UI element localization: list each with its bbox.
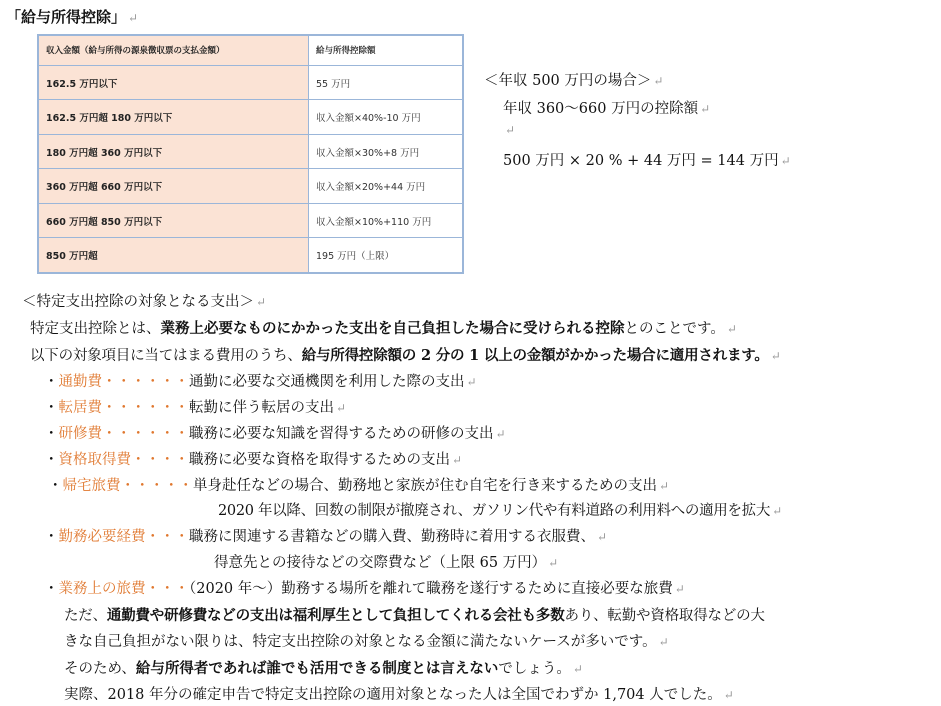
paragraph-note: ただ、通勤費や研修費などの支出は福利厚生として負担してくれる会社も多数あり、転勤や資格取得などの大 bbox=[64, 607, 765, 624]
return-mark-icon: ↵ bbox=[597, 530, 608, 544]
deduction-amount-cell: 55 万円 bbox=[309, 65, 463, 100]
return-mark-icon: ↵ bbox=[772, 504, 782, 518]
income-range-cell: 360 万円超 660 万円以下 bbox=[39, 169, 309, 204]
list-item: ・業務上の旅費・・・（2020 年～）勤務する場所を離れて職務を遂行するために直接必要な旅費 ↵ bbox=[44, 581, 685, 597]
table-row bbox=[39, 203, 463, 238]
paragraph-definition: 特定支出控除とは、業務上必要なものにかかった支出を自己負担した場合に受けられる控除とのことです。 ↵ bbox=[30, 320, 737, 337]
return-mark-icon: ↵ bbox=[700, 102, 711, 116]
deduction-amount-cell: 収入金額×40%-10 万円 bbox=[309, 100, 463, 135]
return-mark-icon: ↵ bbox=[726, 322, 737, 336]
return-mark-icon: ↵ bbox=[572, 662, 583, 676]
list-item: ・帰宅旅費・・・・・単身赴任などの場合、勤務地と家族が住む自宅を行き来するための支出 ↵ bbox=[48, 478, 670, 494]
return-mark-icon: ↵ bbox=[128, 11, 139, 25]
list-item: ・勤務必要経費・・・職務に関連する書籍などの購入費、勤務時に着用する衣服費、 ↵ bbox=[44, 529, 608, 545]
return-mark-icon: ↵ bbox=[505, 123, 516, 137]
deduction-table bbox=[37, 34, 464, 274]
example-formula: 500 万円 × 20 % + 44 万円 = 144 万円 ↵ bbox=[503, 153, 791, 169]
table-header-cell: 収入金額（給与所得の源泉徴収票の支払金額） bbox=[39, 36, 309, 66]
deduction-amount-cell: 195 万円（上限） bbox=[309, 238, 463, 273]
document-title: 「給与所得控除」 ↵ bbox=[6, 8, 139, 26]
return-mark-icon: ↵ bbox=[548, 556, 559, 570]
return-mark-icon: ↵ bbox=[659, 479, 670, 493]
return-mark-icon: ↵ bbox=[452, 453, 463, 467]
example-heading: ＜年収 500 万円の場合＞ ↵ bbox=[484, 73, 664, 89]
return-mark-icon: ↵ bbox=[674, 582, 685, 596]
return-mark-icon: ↵ bbox=[723, 688, 734, 702]
table-header-cell: 給与所得控除額 bbox=[309, 36, 463, 66]
table-row bbox=[39, 238, 463, 273]
deduction-amount-cell: 収入金額×20%+44 万円 bbox=[309, 169, 463, 204]
paragraph-condition: 以下の対象項目に当てはまる費用のうち、給与所得控除額の 2 分の 1 以上の金額がかかった場合に適用されます。 ↵ bbox=[30, 347, 781, 364]
return-mark-icon: ↵ bbox=[495, 427, 506, 441]
example-line: 年収 360～660 万円の控除額 ↵ bbox=[503, 101, 711, 117]
return-mark-icon: ↵ bbox=[256, 295, 267, 309]
return-mark-icon: ↵ bbox=[780, 154, 791, 168]
list-item: ・研修費・・・・・・職務に必要な知識を習得するための研修の支出 ↵ bbox=[44, 426, 506, 442]
income-range-cell: 180 万円超 360 万円以下 bbox=[39, 134, 309, 169]
section-title: ＜特定支出控除の対象となる支出＞ ↵ bbox=[22, 294, 267, 310]
table-row bbox=[39, 169, 463, 204]
table-header-row bbox=[39, 36, 463, 66]
return-mark-icon: ↵ bbox=[770, 349, 781, 363]
list-item: ・通勤費・・・・・・通勤に必要な交通機関を利用した際の支出 ↵ bbox=[44, 374, 477, 390]
deduction-amount-cell: 収入金額×10%+110 万円 bbox=[309, 203, 463, 238]
income-range-cell: 850 万円超 bbox=[39, 238, 309, 273]
table-row bbox=[39, 65, 463, 100]
return-mark-icon: ↵ bbox=[653, 74, 664, 88]
list-item-continuation: 2020 年以降、回数の制限が撤廃され、ガソリン代や有料道路の利用料への適用を拡大 ↵ bbox=[218, 503, 782, 519]
list-item-continuation: 得意先との接待などの交際費など（上限 65 万円） ↵ bbox=[214, 555, 559, 571]
income-range-cell: 162.5 万円超 180 万円以下 bbox=[39, 100, 309, 135]
return-mark-icon: ↵ bbox=[466, 375, 477, 389]
list-item: ・転居費・・・・・・転勤に伴う転居の支出 ↵ bbox=[44, 400, 347, 416]
paragraph-note-continued: きな自己負担がない限りは、特定支出控除の対象となる金額に満たないケースが多いです。 ↵ bbox=[64, 634, 669, 650]
income-range-cell: 162.5 万円以下 bbox=[39, 65, 309, 100]
table-row bbox=[39, 134, 463, 169]
empty-line bbox=[503, 122, 515, 138]
table-row bbox=[39, 100, 463, 135]
list-item: ・資格取得費・・・・職務に必要な資格を取得するための支出 ↵ bbox=[44, 452, 463, 468]
return-mark-icon: ↵ bbox=[658, 635, 669, 649]
paragraph-conclusion: そのため、給与所得者であれば誰でも活用できる制度とは言えないでしょう。 ↵ bbox=[64, 660, 583, 677]
return-mark-icon: ↵ bbox=[336, 401, 347, 415]
paragraph-statistic: 実際、2018 年分の確定申告で特定支出控除の適用対象となった人は全国でわずか 1,704 人でした。 ↵ bbox=[64, 687, 734, 703]
income-range-cell: 660 万円超 850 万円以下 bbox=[39, 203, 309, 238]
deduction-amount-cell: 収入金額×30%+8 万円 bbox=[309, 134, 463, 169]
